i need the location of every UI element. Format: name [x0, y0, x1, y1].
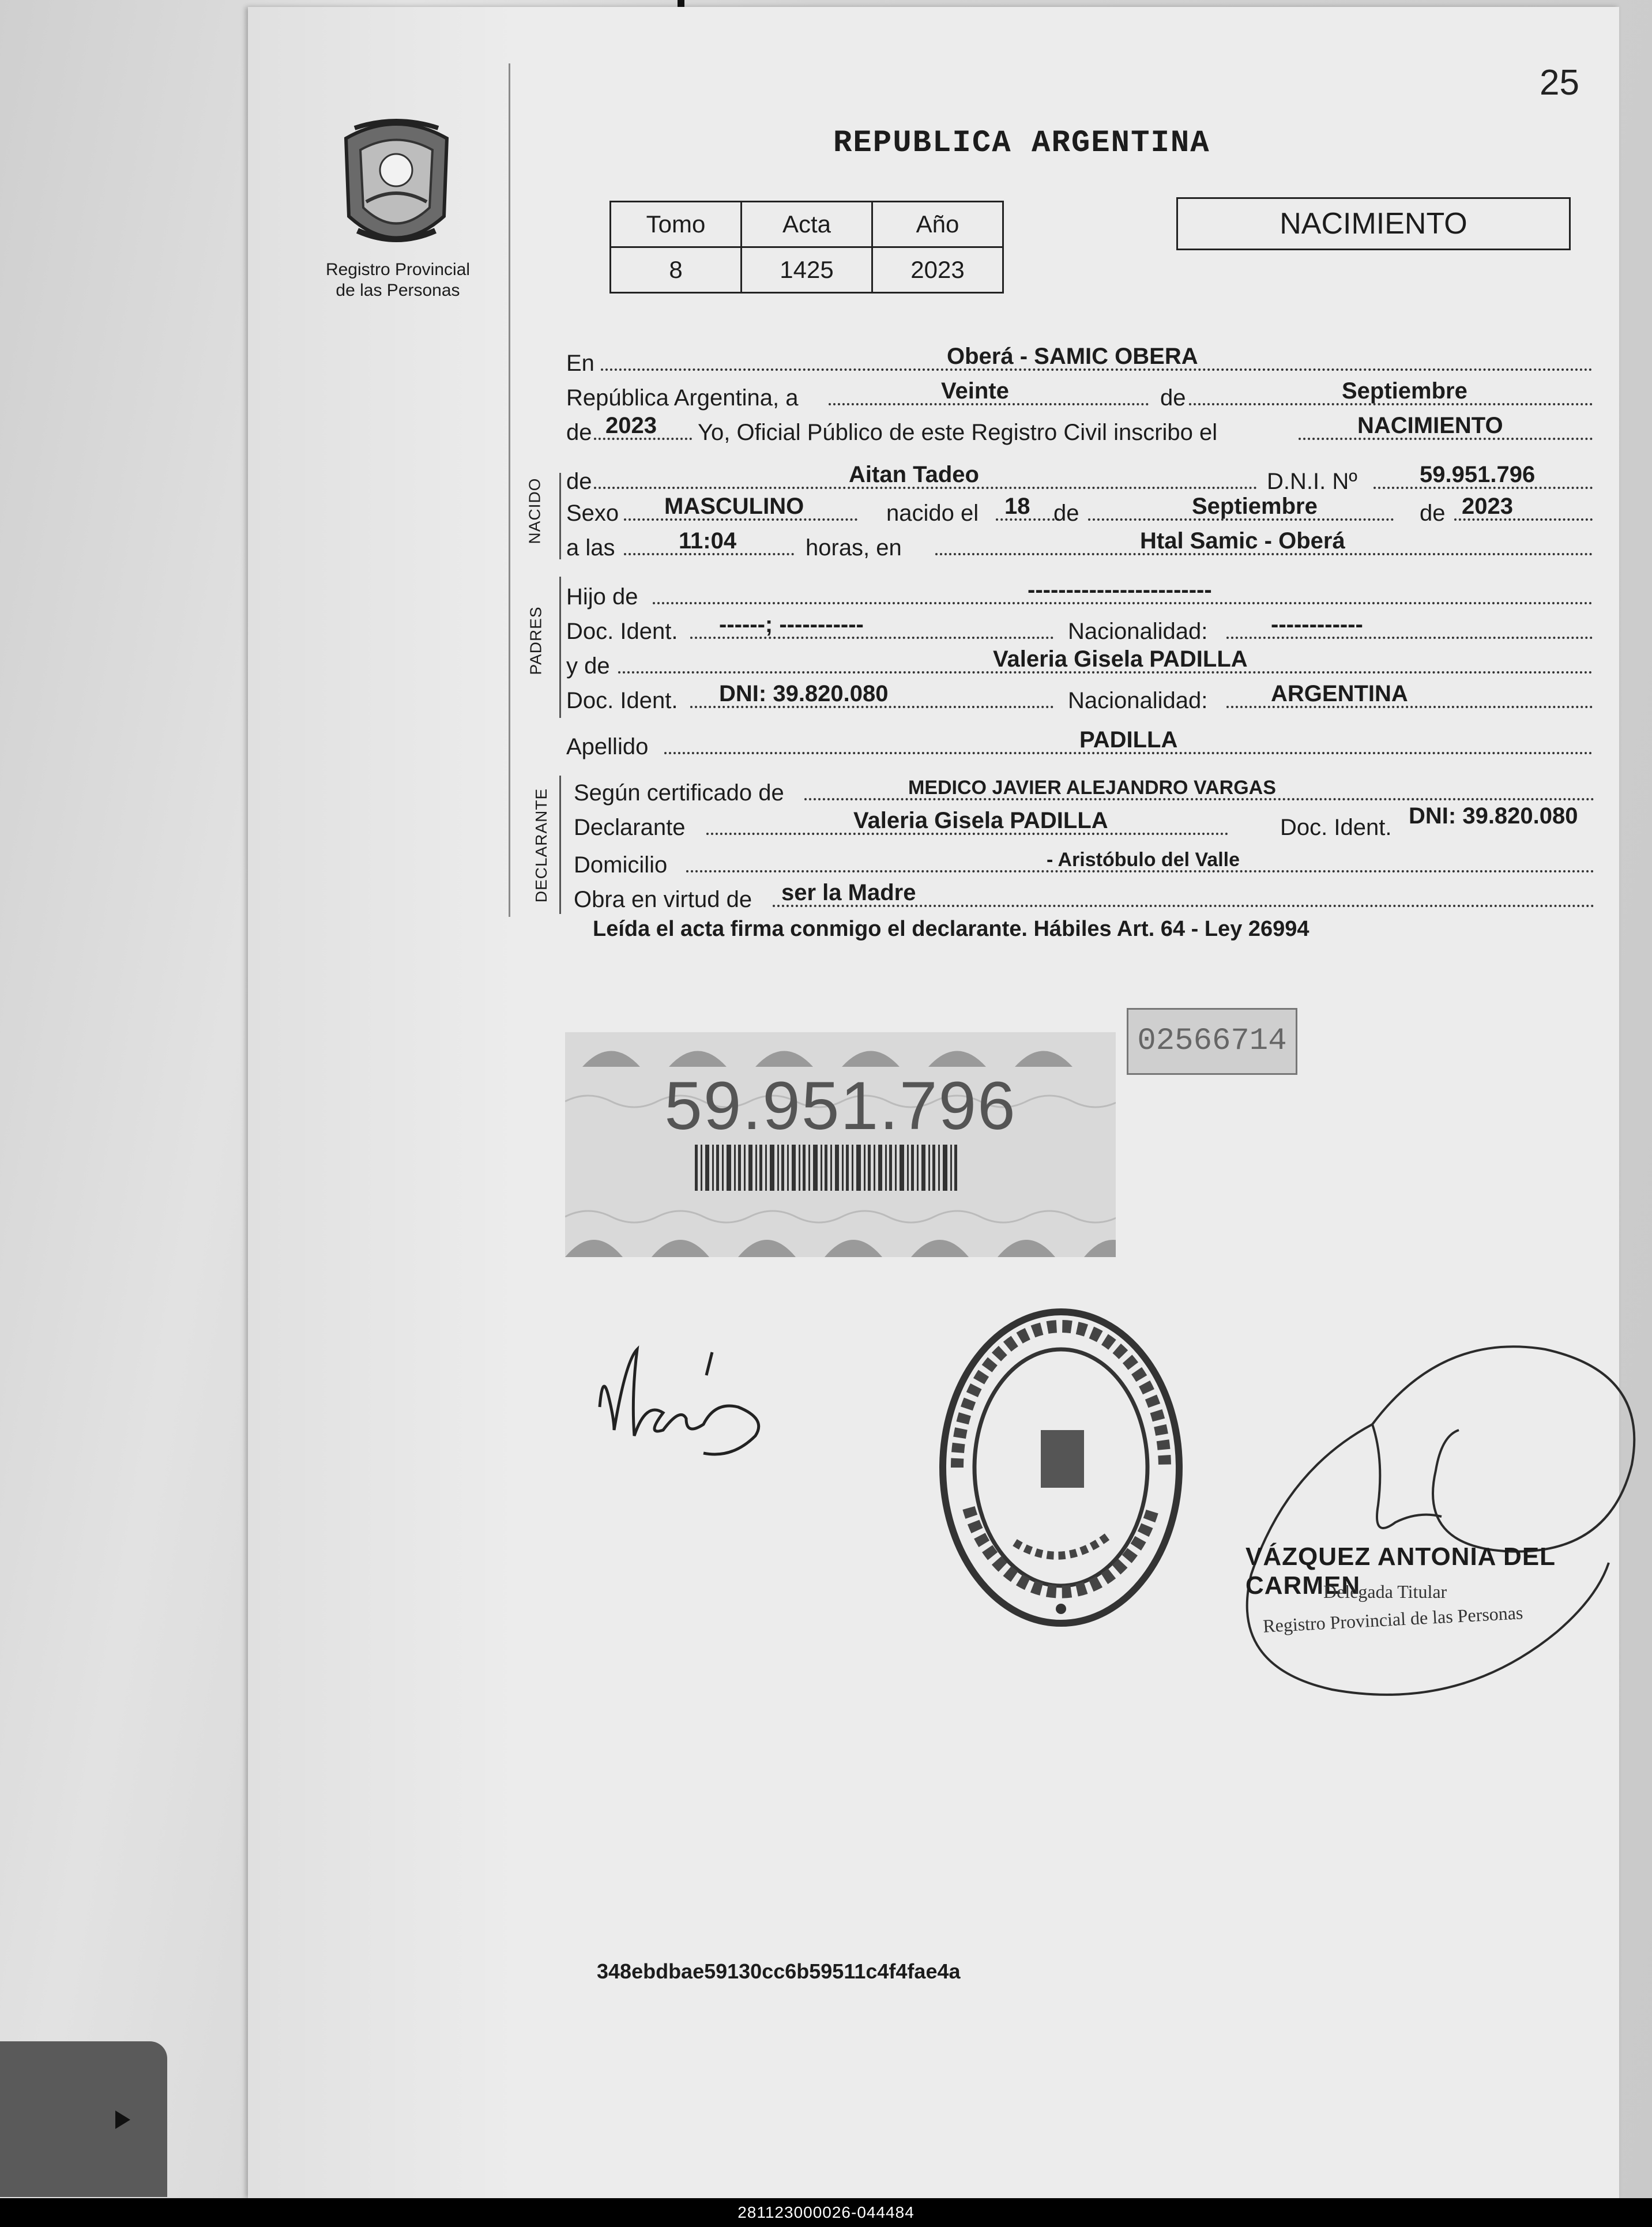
registry-round-seal [934, 1300, 1188, 1635]
section-label-declarante: DECLARANTE [532, 788, 551, 903]
mother-name: Valeria Gisela PADILLA [993, 646, 1248, 672]
row-time-place [566, 528, 1593, 562]
declarante-label: Declarante [574, 815, 686, 840]
declarant-name: Valeria Gisela PADILLA [853, 808, 1108, 833]
tomo-header: Tomo [611, 202, 742, 247]
row-surname [566, 727, 1593, 761]
row-mother [566, 646, 1593, 680]
registry-caption [306, 259, 490, 301]
de-label: de [1160, 385, 1186, 411]
registry-caption-line-1: Registro Provincial [325, 260, 471, 279]
declarante-bracket [559, 776, 561, 914]
father-nationality: ------------ [1271, 612, 1363, 637]
declarant-capacity: ser la Madre [781, 880, 916, 905]
row-certificate [574, 773, 1594, 807]
envelope-flap [0, 2041, 167, 2197]
delegate-signature [1240, 1332, 1652, 1747]
de-label: de [566, 469, 592, 494]
delegate-name: VÁZQUEZ ANTONIA DEL CARMEN [1245, 1543, 1556, 1600]
margin-rule [509, 63, 510, 917]
section-label-nacido: NACIDO [525, 477, 544, 544]
nacionalidad-label: Nacionalidad: [1068, 619, 1208, 644]
row-act [566, 412, 1593, 447]
row-mother-doc [566, 680, 1593, 715]
declarant-address: - Aristóbulo del Valle [1047, 849, 1240, 871]
segun-label: Según certificado de [574, 780, 784, 806]
acta-value: 1425 [742, 247, 872, 293]
dni-sticker [565, 1032, 1116, 1257]
arrow-mark-icon [115, 2111, 130, 2129]
hijo-label: Hijo de [566, 584, 638, 610]
oficial-text: Yo, Oficial Público de este Registro Civil inscribo el [698, 420, 1218, 445]
birth-year: 2023 [1462, 494, 1513, 519]
record-type-box: NACIMIENTO [1176, 197, 1571, 250]
father-name: ------------------------ [1028, 577, 1212, 603]
anio-header: Año [872, 202, 1003, 247]
de-label: de [566, 420, 592, 445]
staple-mark [678, 0, 684, 7]
sticker-dni-number: 59.951.796 [664, 1068, 1017, 1144]
child-dni: 59.951.796 [1420, 462, 1536, 487]
row-place [566, 343, 1593, 378]
father-doc: ------; ----------- [719, 612, 864, 637]
row-child-name [566, 461, 1593, 496]
child-name: Aitan Tadeo [849, 462, 979, 487]
horas-label: horas, en [806, 535, 902, 560]
anio-value: 2023 [872, 247, 1003, 293]
registration-place: Oberá - SAMIC OBERA [947, 344, 1198, 369]
republica-label: República Argentina, a [566, 385, 799, 411]
registration-year: 2023 [605, 413, 657, 438]
registration-day: Veinte [941, 378, 1009, 404]
en-label: En [566, 351, 594, 376]
document-hash: 348ebdbae59130cc6b59511c4f4fae4a [597, 1959, 961, 1983]
nacido-label: nacido el [886, 501, 979, 526]
birth-time: 11:04 [679, 528, 737, 554]
nacido-bracket [559, 473, 561, 559]
doc-ident-label: Doc. Ident. [566, 688, 678, 713]
row-father-doc [566, 611, 1593, 646]
acta-header: Acta [742, 202, 872, 247]
de-label: de [1053, 501, 1079, 526]
registry-caption-line-2: de las Personas [336, 281, 460, 300]
apellido-label: Apellido [566, 734, 649, 759]
section-label-padres: PADRES [526, 606, 545, 675]
delegate-role: Delegada Titular [1323, 1581, 1447, 1602]
doc-ident-label: Doc. Ident. [566, 619, 678, 644]
mother-doc: DNI: 39.820.080 [719, 681, 889, 706]
closing-note: Leída el acta firma conmigo el declarante. Hábiles Art. 64 - Ley 26994 [593, 917, 1309, 941]
birth-month: Septiembre [1192, 494, 1318, 519]
record-reference-table [609, 201, 1004, 294]
domicilio-label: Domicilio [574, 852, 668, 878]
serial-number-stamp: 02566714 [1127, 1008, 1297, 1075]
nacionalidad-label: Nacionalidad: [1068, 688, 1208, 713]
provincia-de-misiones-crest [334, 115, 458, 254]
certificate-issuer: MEDICO JAVIER ALEJANDRO VARGAS [908, 777, 1276, 799]
tomo-value: 8 [611, 247, 742, 293]
yde-label: y de [566, 653, 610, 679]
row-date [566, 378, 1593, 412]
declarant-doc: DNI: 39.820.080 [1409, 803, 1578, 829]
alas-label: a las [566, 535, 615, 560]
row-sex-birthdate [566, 493, 1593, 528]
row-address [574, 845, 1594, 879]
child-sex: MASCULINO [664, 494, 804, 519]
page-number: 25 [1540, 63, 1579, 103]
mother-nationality: ARGENTINA [1271, 681, 1408, 706]
declarant-signature [588, 1321, 784, 1494]
birth-day: 18 [1004, 494, 1030, 519]
obra-label: Obra en virtud de [574, 887, 752, 912]
delegate-organization: Registro Provincial de las Personas [1262, 1602, 1524, 1637]
sexo-label: Sexo [566, 501, 619, 526]
row-capacity [574, 879, 1594, 914]
padres-bracket [559, 577, 561, 718]
act-type: NACIMIENTO [1357, 413, 1503, 438]
surname: PADILLA [1079, 727, 1178, 753]
de-label: de [1420, 501, 1446, 526]
birth-place: Htal Samic - Oberá [1140, 528, 1345, 554]
registration-month: Septiembre [1342, 378, 1467, 404]
document-country-title: REPUBLICA ARGENTINA [833, 126, 1210, 161]
doc-ident-label: Doc. Ident. [1280, 815, 1392, 840]
dni-label: D.N.I. Nº [1267, 469, 1357, 494]
scan-footer-code: 281123000026-044484 [0, 2198, 1652, 2227]
row-father [566, 577, 1593, 611]
row-declarant [574, 803, 1594, 842]
